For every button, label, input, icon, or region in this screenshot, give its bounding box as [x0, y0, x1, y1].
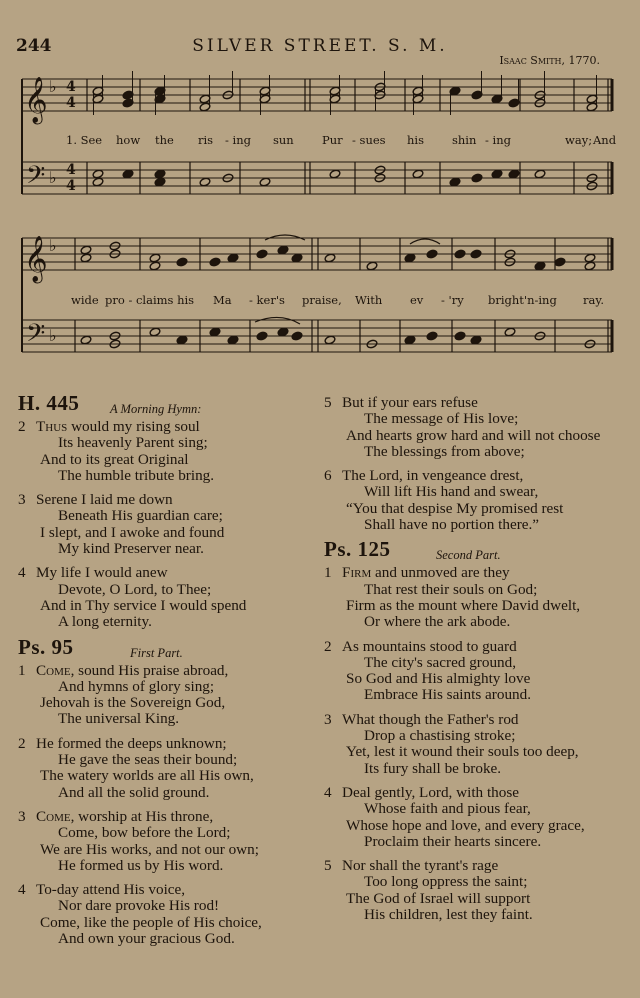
tune-title: SILVER STREET. S. M. [192, 36, 448, 56]
verse-line [18, 663, 310, 679]
note-head [508, 169, 520, 179]
verse-line: Whose hope and love, and every grace, [346, 816, 585, 834]
verse-line [324, 785, 634, 801]
note-head [154, 169, 166, 179]
verse-line [18, 565, 310, 581]
rest-words: life I would anew [57, 564, 168, 582]
verse-line: We are His works, and not our own; [40, 840, 259, 858]
lyric-syllable: how [116, 133, 141, 147]
note-head [176, 335, 188, 345]
rest-words: sound His praise abroad, [74, 661, 229, 679]
note-head [554, 257, 566, 267]
verse-line: Will lift His hand and swear, [364, 483, 539, 501]
verse-line-text [342, 784, 519, 801]
treble-clef: 𝄞 [24, 77, 48, 123]
note-head [404, 253, 416, 263]
verse-line: My kind Preserver near. [58, 540, 204, 558]
verse-line: The universal King. [58, 710, 180, 728]
first-word: Nor [342, 857, 366, 875]
hymn-number: Ps. 95 [18, 634, 74, 659]
note-head [176, 257, 188, 267]
first-word: Deal [342, 783, 371, 801]
stanza [18, 736, 310, 801]
right-column [324, 395, 634, 931]
verse-line-text [342, 394, 478, 411]
stanza-number: 1 [324, 564, 332, 582]
first-word: Come, [36, 661, 75, 679]
lyric-syllable: bright'n-ing [488, 293, 557, 307]
verse-line: And own your gracious God. [58, 930, 235, 948]
time-signature: 4 [66, 178, 76, 194]
first-word: My [36, 564, 58, 582]
stanza [18, 419, 310, 484]
note-head [80, 253, 92, 263]
hymn-heading [18, 634, 310, 661]
verse-line [18, 809, 310, 825]
verse-line-text [342, 711, 519, 728]
note-head [404, 335, 416, 345]
verse-line: He formed us by His word. [58, 856, 224, 874]
verse-line: Its fury shall be broke. [364, 759, 502, 777]
verse-line: The God of Israel will support [346, 889, 531, 907]
verse-line [324, 712, 634, 728]
rest-words: Lord, in vengeance drest, [365, 467, 524, 485]
lyric-syllable: - ing [225, 133, 251, 147]
stanza [324, 712, 634, 777]
verse-line: Embrace His saints around. [364, 686, 532, 704]
verse-line: Yet, lest it wound their souls too deep, [346, 743, 579, 761]
time-signature: 4 [66, 95, 76, 111]
verse-line: The blessings from above; [364, 442, 525, 460]
lyric-syllable: his [407, 133, 424, 147]
verse-line-text [36, 735, 227, 752]
verse-line [18, 882, 310, 898]
stanza-number: 4 [18, 881, 26, 899]
composer-name: Isaac Smith [499, 54, 562, 67]
note-head [149, 253, 161, 263]
bass-clef: 𝄢 [26, 319, 46, 354]
note-head [534, 261, 546, 271]
verse-line: And to its great Original [40, 450, 189, 468]
verse-line: His children, lest they faint. [364, 906, 533, 924]
slur [410, 239, 440, 244]
hymn-subtitle: Second Part. [436, 548, 501, 563]
verse-line: Come, bow before the Lord; [58, 824, 231, 842]
note-head [366, 261, 378, 271]
verse-line: A long eternity. [58, 613, 152, 631]
note-head [291, 331, 303, 341]
time-signature: 4 [66, 79, 76, 95]
note-head [291, 253, 303, 263]
stanza-number: 3 [18, 807, 26, 825]
stanza-number: 2 [18, 418, 26, 435]
note-head [412, 169, 424, 179]
note-head [92, 177, 104, 187]
verse-line [324, 565, 634, 581]
first-word: To-day [36, 881, 79, 899]
verse-line-text [36, 808, 213, 825]
left-column [18, 391, 310, 955]
note-head [449, 177, 461, 187]
stanza [18, 809, 310, 874]
rest-words: gently, Lord, with those [370, 783, 520, 801]
rest-words: worship at His throne, [74, 807, 214, 825]
verse-line [324, 395, 634, 411]
note-head [122, 169, 134, 179]
note-head [426, 249, 438, 259]
note-head [471, 173, 483, 183]
note-head [470, 335, 482, 345]
verse-line-text [36, 418, 200, 435]
rest-words: attend His voice, [78, 881, 186, 899]
stanza-number: 2 [324, 637, 332, 655]
verse-line: Firm as the mount where David dwelt, [346, 596, 581, 614]
lyric-syllable: wide [71, 293, 99, 307]
verse-line-text [342, 857, 498, 874]
verse-line: Shall have no portion there.” [364, 516, 540, 534]
verse-line: Or where the ark abode. [364, 613, 511, 631]
flat-sign: ♭ [49, 326, 57, 345]
lyric-syllable: - 'ry [441, 293, 464, 307]
note-head [259, 177, 271, 187]
note-head [154, 177, 166, 187]
verse-line: Whose faith and pious fear, [364, 800, 531, 818]
verse-line [324, 858, 634, 874]
lyric-syllable: pro - claims his [105, 293, 195, 307]
first-word: The [342, 467, 366, 485]
note-head [584, 261, 596, 271]
verse-line: He gave the seas their bound; [58, 751, 238, 769]
note-head [256, 331, 268, 341]
stanza-number: 4 [18, 564, 26, 582]
lyric-syllable: And [593, 133, 617, 147]
verse-line: Devote, O Lord, to Thee; [58, 580, 212, 598]
note-head [199, 177, 211, 187]
note-head [329, 169, 341, 179]
music-score [0, 0, 640, 385]
verse-line: The watery worlds are all His own, [40, 767, 254, 785]
stanza-number: 3 [18, 491, 26, 509]
stanza-number: 2 [18, 734, 26, 752]
note-head [470, 249, 482, 259]
rest-words: if your ears refuse [363, 394, 478, 411]
lyric-syllable: the [155, 133, 174, 147]
verse-line: The city's sacred ground, [364, 653, 517, 671]
stanza-number: 3 [324, 710, 332, 728]
verse-line-text [36, 881, 185, 898]
stanza-number: 4 [324, 783, 332, 801]
verse-line-text [342, 564, 510, 581]
rest-words: though the Father's rod [374, 710, 519, 728]
lyric-syllable: - ing [485, 133, 511, 147]
note-head [92, 169, 104, 179]
note-head [80, 335, 92, 345]
flat-sign: ♭ [49, 236, 57, 255]
hymn-subtitle: First Part. [130, 645, 183, 660]
verse-line-text [342, 467, 523, 484]
stanza-number: 5 [324, 394, 332, 411]
verse-line: Come, like the people of His choice, [40, 913, 262, 931]
lyric-syllable: Pur [322, 133, 343, 147]
lyric-syllable: Ma [213, 293, 232, 307]
verse-line [324, 468, 634, 484]
verse-line: Jehovah is the Sovereign God, [40, 694, 226, 712]
lyric-syllable: With [355, 293, 383, 307]
stanza-number: 5 [324, 857, 332, 875]
hymn-heading [18, 391, 310, 417]
verse-line: And hearts grow hard and will not choose [346, 426, 601, 444]
stanza [18, 565, 310, 630]
stanza-number: 1 [18, 661, 26, 679]
note-head [454, 249, 466, 259]
note-head [584, 253, 596, 263]
note-head [277, 327, 289, 337]
note-head [209, 327, 221, 337]
note-head [277, 245, 289, 255]
verse-line: Proclaim their hearts sincere. [364, 832, 542, 850]
first-word: Serene [36, 491, 78, 509]
hymn-subtitle: A Morning Hymn: [110, 402, 202, 416]
lyric-syllable: 1. See [66, 133, 103, 147]
stanza [18, 663, 310, 728]
note-head [256, 249, 268, 259]
first-word: Come, [36, 807, 75, 825]
note-head [491, 169, 503, 179]
verse-line: And in Thy service I would spend [40, 596, 247, 614]
note-head [209, 257, 221, 267]
hymn-number: H. 445 [18, 391, 80, 415]
verse-line [18, 736, 310, 752]
stanza [324, 785, 634, 850]
rest-words: formed the deeps unknown; [53, 734, 227, 752]
stanza [324, 639, 634, 704]
verse-line-text [36, 662, 228, 679]
flat-sign: ♭ [49, 77, 57, 96]
verse-line [18, 492, 310, 508]
note-head [504, 327, 516, 337]
note-head [534, 169, 546, 179]
lyric-syllable: - ker's [249, 293, 285, 307]
verse-line: The humble tribute bring. [58, 466, 215, 484]
page-number: 244 [16, 36, 52, 56]
verse-line: I slept, and I awoke and found [40, 523, 225, 541]
note-head [454, 331, 466, 341]
note-head [324, 253, 336, 263]
hymn-heading [324, 537, 634, 563]
rest-words: would my rising soul [67, 418, 200, 435]
lyric-syllable: - sues [352, 133, 386, 147]
first-word: He [36, 734, 54, 752]
verse-line: “You that despise My promised rest [346, 499, 564, 517]
composer-year: , 1770. [561, 54, 600, 67]
stanza [324, 858, 634, 923]
rest-words: mountains stood to guard [358, 637, 517, 655]
verse-line-text [342, 638, 517, 655]
first-word: As [342, 637, 359, 655]
rest-words: shall the tyrant's rage [365, 857, 499, 875]
verse-line: Beneath His guardian care; [58, 507, 223, 525]
flat-sign: ♭ [49, 168, 57, 187]
note-head [324, 335, 336, 345]
verse-line [324, 639, 634, 655]
verse-line: Nor dare provoke His rod! [58, 897, 220, 915]
note-head [80, 245, 92, 255]
note-head [426, 331, 438, 341]
stanza-number: 6 [324, 467, 332, 485]
bass-clef: 𝄢 [26, 161, 46, 196]
lyric-syllable: ris [198, 133, 214, 147]
note-head [227, 253, 239, 263]
first-word: Thus [36, 418, 68, 435]
lyric-syllable: praise, [302, 293, 342, 307]
verse-line: Its heavenly Parent sing; [58, 434, 208, 452]
lyric-syllable: sun [273, 133, 294, 147]
verse-line [18, 419, 310, 435]
verse-line-text [36, 491, 173, 508]
lyric-syllable: shin [452, 133, 477, 147]
verse-line: Too long oppress the saint; [364, 873, 528, 891]
verse-line: So God and His almighty love [346, 670, 531, 688]
first-word: Firm [342, 564, 372, 582]
verse-line: Drop a chastising stroke; [364, 727, 516, 745]
verse-line: And hymns of glory sing; [58, 677, 215, 695]
note-head [149, 327, 161, 337]
time-signature: 4 [66, 162, 76, 178]
note-head [149, 261, 161, 271]
verse-line: That rest their souls on God; [364, 580, 538, 598]
rest-words: and unmoved are they [371, 564, 510, 582]
stanza [324, 565, 634, 630]
stanza [18, 492, 310, 557]
treble-clef: 𝄞 [24, 236, 48, 282]
lyric-syllable: way; [565, 133, 593, 147]
hymn-number: Ps. 125 [324, 537, 391, 562]
verse-line: And all the solid ground. [58, 783, 210, 801]
rest-words: I laid me down [77, 491, 173, 509]
lyric-syllable: ev [410, 293, 424, 307]
stanza [18, 882, 310, 947]
slur [255, 317, 300, 324]
lyric-syllable: ray. [583, 293, 604, 307]
stanza [324, 468, 634, 533]
note-head [227, 335, 239, 345]
verse-line: The message of His love; [364, 410, 519, 428]
first-word: But [342, 394, 364, 411]
stanza [324, 395, 634, 460]
first-word: What [342, 710, 375, 728]
verse-line-text [36, 564, 168, 581]
